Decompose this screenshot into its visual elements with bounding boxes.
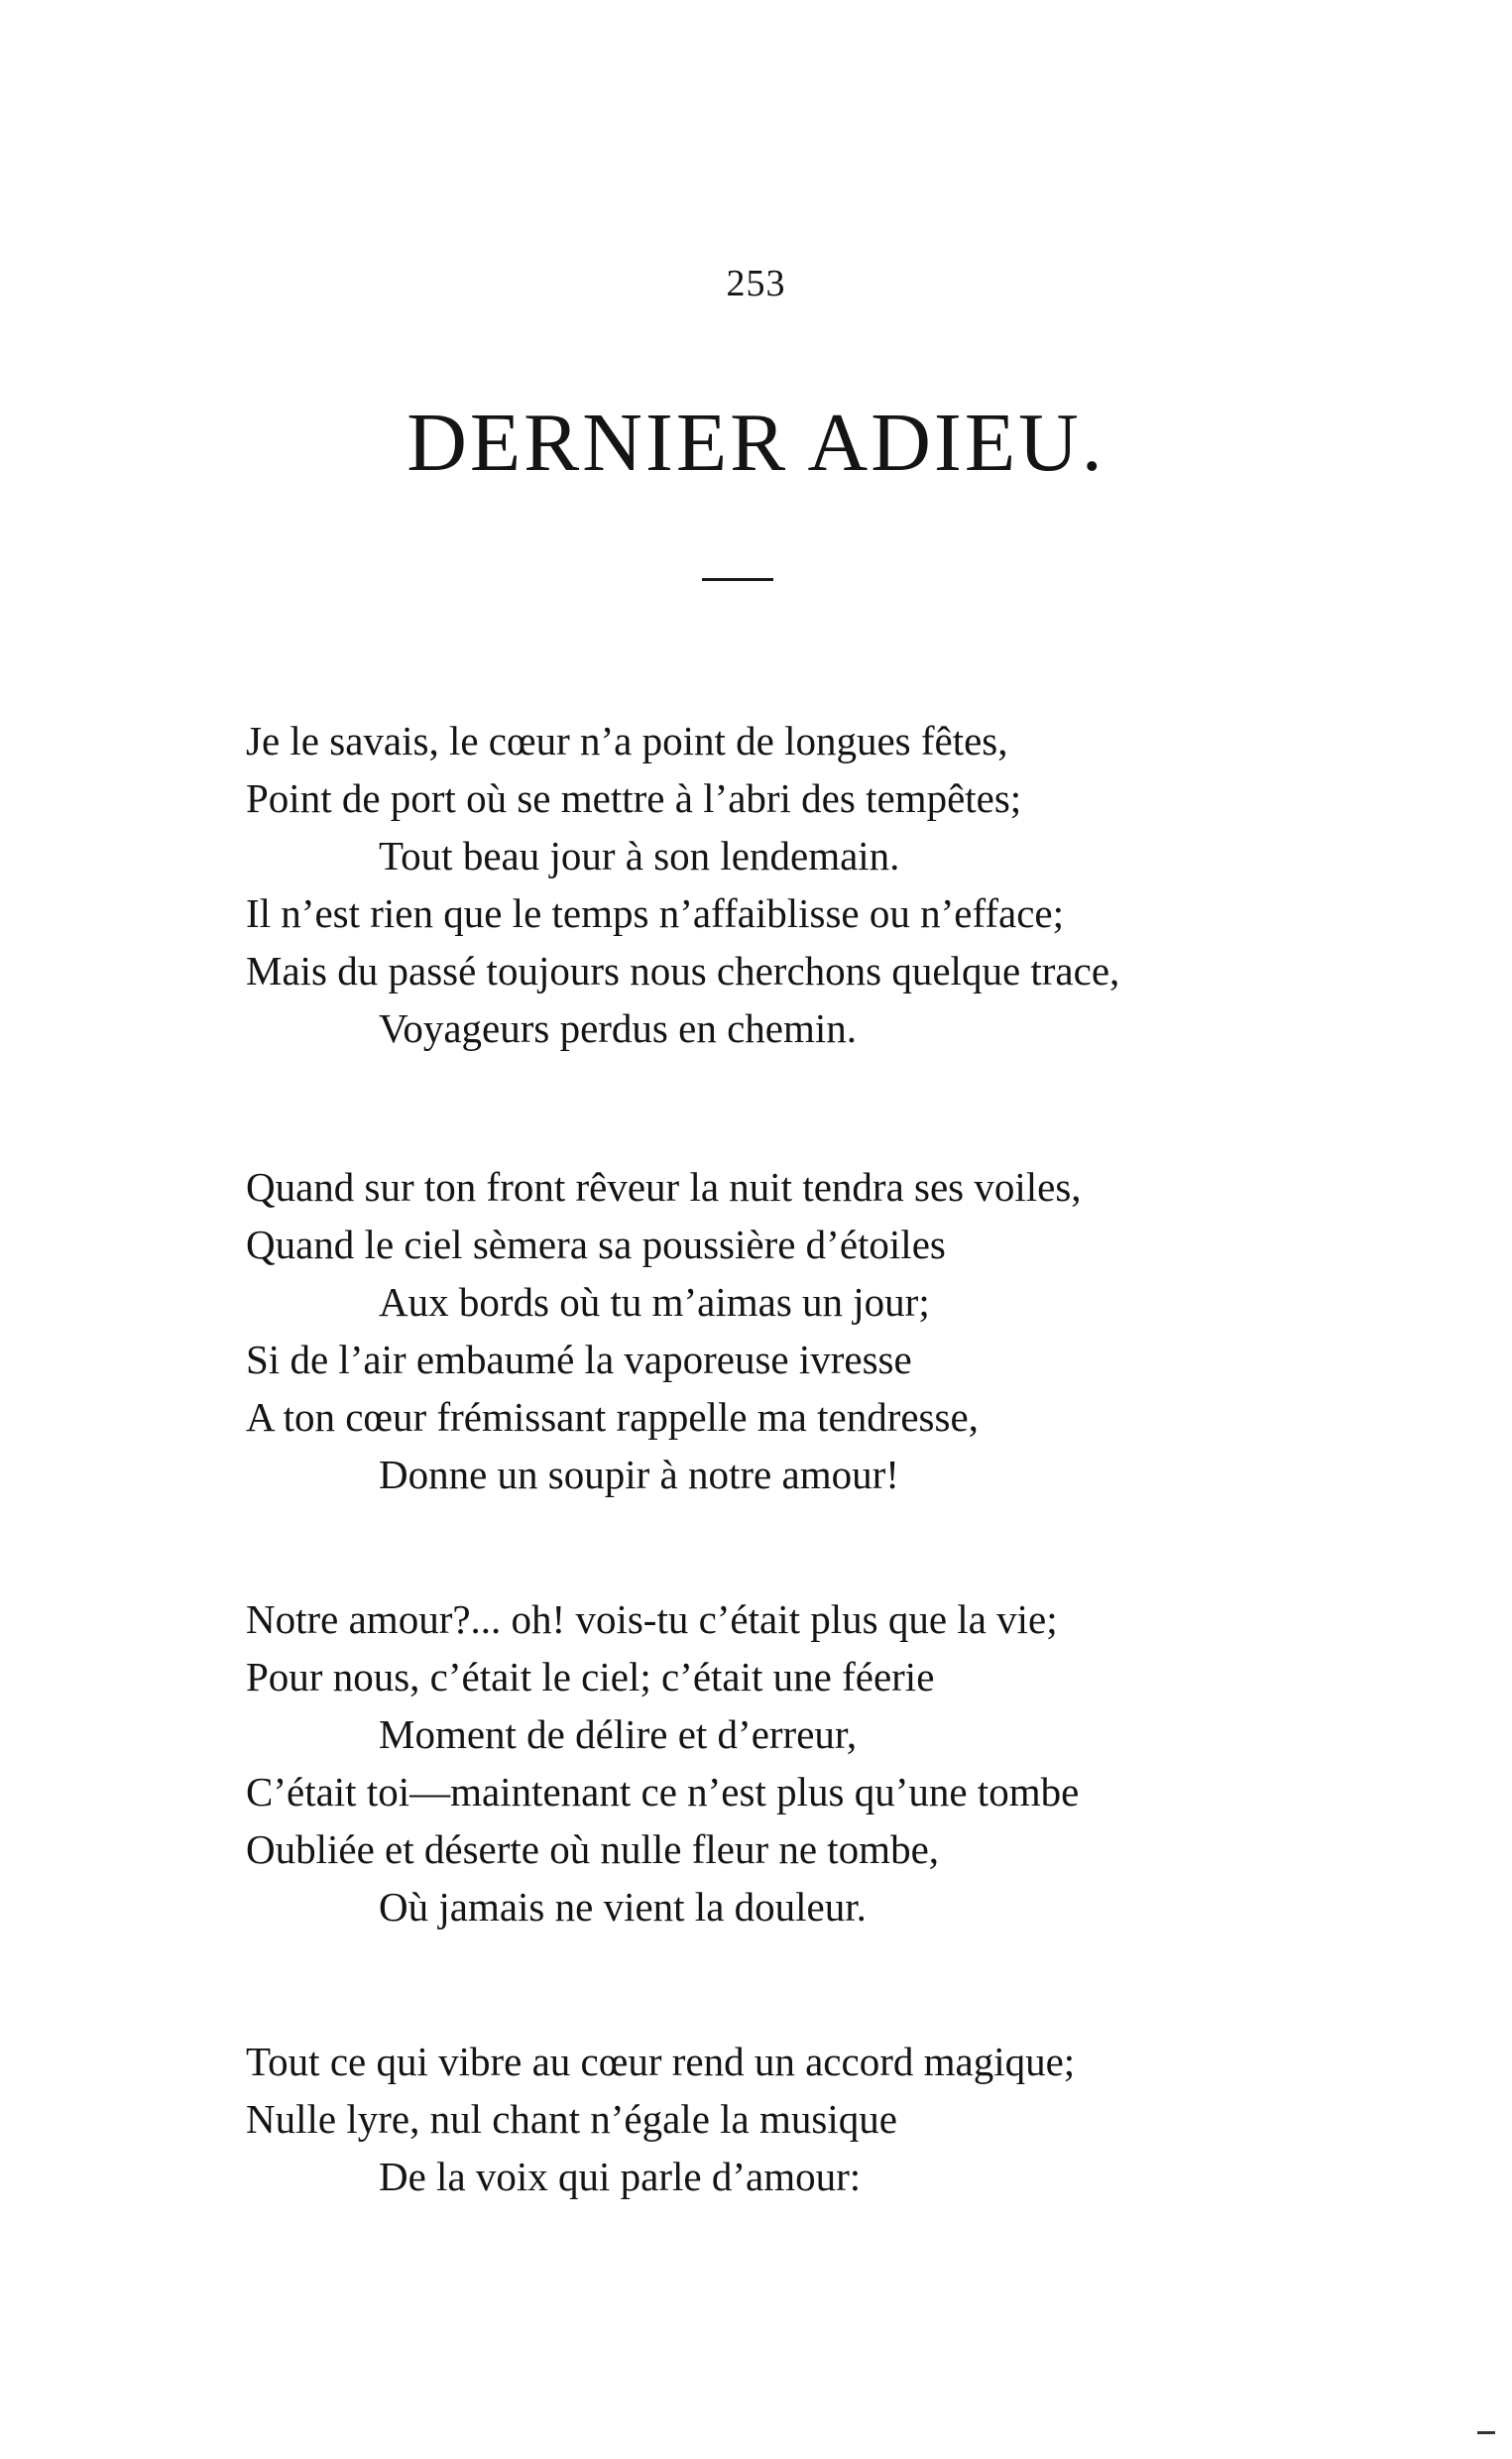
verse-line: Voyageurs perdus en chemin.: [379, 1005, 858, 1051]
verse-line: Où jamais ne vient la douleur.: [379, 1884, 867, 1930]
verse-line: C’était toi—maintenant ce n’est plus qu’une tombe: [246, 1769, 1080, 1815]
stanza-1: [246, 712, 1247, 1057]
verse-line: Quand sur ton front rêveur la nuit tendra ses voiles,: [246, 1164, 1082, 1210]
scan-mark: [1477, 2431, 1495, 2434]
verse-line: Notre amour?... oh! vois-tu c’était plus que la vie;: [246, 1596, 1058, 1642]
poem-title: DERNIER ADIEU.: [407, 397, 1105, 489]
verse-line: Pour nous, c’était le ciel; c’était une féerie: [246, 1654, 935, 1699]
stanza-3: [246, 1590, 1247, 1935]
verse-line: Il n’est rien que le temps n’affaiblisse ou n’efface;: [246, 890, 1065, 936]
verse-line: De la voix qui parle d’amour:: [379, 2154, 862, 2199]
verse-line: Aux bords où tu m’aimas un jour;: [379, 1279, 930, 1325]
page-number: 253: [726, 263, 786, 304]
verse-line: Oubliée et déserte où nulle fleur ne tombe,: [246, 1826, 940, 1872]
verse-line: Tout ce qui vibre au cœur rend un accord magique;: [246, 2039, 1076, 2084]
verse-line: Donne un soupir à notre amour!: [379, 1452, 899, 1497]
stanza-4: [246, 2033, 1247, 2205]
verse-line: A ton cœur frémissant rappelle ma tendresse,: [246, 1394, 979, 1440]
verse-line: Si de l’air embaumé la vaporeuse ivresse: [246, 1337, 912, 1382]
verse-line: Nulle lyre, nul chant n’égale la musique: [246, 2096, 897, 2142]
verse-line: Mais du passé toujours nous cherchons quelque trace,: [246, 948, 1120, 994]
stanza-2: [246, 1158, 1247, 1503]
verse-line: Tout beau jour à son lendemain.: [379, 833, 900, 878]
verse-line: Point de port où se mettre à l’abri des tempêtes;: [246, 775, 1022, 821]
verse-line: Quand le ciel sèmera sa poussière d’étoiles: [246, 1222, 946, 1267]
verse-line: Je le savais, le cœur n’a point de longues fêtes,: [246, 718, 1008, 763]
verse-line: Moment de délire et d’erreur,: [379, 1711, 858, 1757]
title-divider: [702, 578, 773, 581]
